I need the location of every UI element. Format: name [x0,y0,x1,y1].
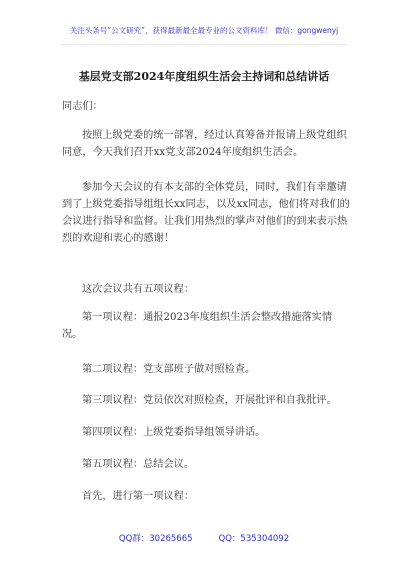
contact-footer [0,533,408,545]
qq-text: QQ：535304092 [218,534,290,544]
paragraph-agenda-intro: 这次会议共有五项议程： [82,284,195,295]
agenda-item-1: 第一项议程：通报2023年度组织生活会整改措施落实情况。 [62,312,333,340]
document-title: 基层党支部2024年度组织生活会主持词和总结讲话 [78,70,330,83]
paragraph-opening: 按照上级党委的统一部署，经过认真筹备并报请上级党组织同意，今天我们召开xx党支部2024年度组织生活会。 [62,130,347,158]
paragraph-attendees: 参加今天会议的有本支部的全体党员，同时，我们有幸邀请到了上级党委指导组组长xx同志，以及xx同志，他们将对我们的会议进行指导和监督。让我们用热烈的掌声对他们的到来表示热烈的欢迎和衷心的感谢！ [62,182,350,244]
agenda-item-4: 第四项议程：上级党委指导组领导讲话。 [82,427,266,438]
paragraph-first-item: 首先，进行第一项议程： [82,491,195,502]
agenda-item-5: 第五项议程：总结会议。 [82,459,195,470]
agenda-item-2: 第二项议程：党支部班子做对照检查。 [82,364,256,375]
agenda-item-3: 第三项议程：党员依次对照检查，开展批评和自我批评。 [82,395,337,406]
qq-group-text: QQ群：30265665 [118,534,193,544]
salutation: 同志们： [62,101,103,112]
promo-header: 关注头条号“公文研究”，获得最新最全最专业的公文资料库！ 微信：gongwenyj [69,26,339,35]
header-divider [60,44,348,45]
